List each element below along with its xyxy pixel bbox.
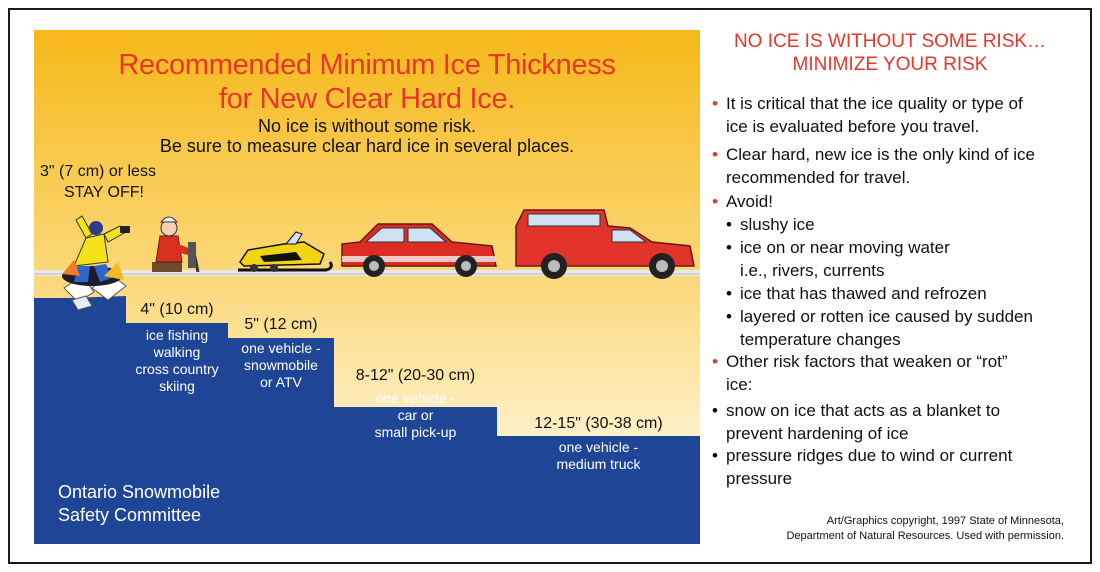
step-2-use: or ATV	[260, 374, 302, 390]
organization-line2: Safety Committee	[58, 505, 202, 525]
subtitle-line1: No ice is without some risk.	[257, 116, 477, 136]
step-1-thickness: 4" (10 cm)	[140, 301, 214, 318]
bullet-dot-icon: •	[726, 215, 732, 234]
step-3-use: one vehicle -	[375, 390, 456, 406]
risk-item	[740, 213, 815, 236]
step-2-use: one vehicle -	[241, 340, 321, 356]
step-0-thickness-line1: 3" (7 cm) or less	[40, 163, 156, 180]
sidebar-heading-line2: MINIMIZE YOUR RISK	[792, 54, 988, 75]
bullet-dot-icon: •	[712, 192, 718, 211]
risk-item-line: It is critical that the ice quality or type of	[726, 94, 1023, 113]
risk-item	[726, 350, 1008, 396]
step-4-uses	[497, 439, 700, 473]
step-1-use: ice fishing	[145, 327, 209, 343]
risk-item-line: pressure ridges due to wind or current	[726, 446, 1013, 465]
bullet-dot-icon: •	[712, 352, 718, 371]
step-2-use: snowmobile	[244, 357, 318, 373]
chart-title-line1: Recommended Minimum Ice Thickness	[118, 49, 616, 81]
step-2-thickness: 5" (12 cm)	[244, 316, 318, 333]
risk-item-line: slushy ice	[740, 215, 815, 234]
risk-item-line: ice is evaluated before you travel.	[726, 117, 980, 136]
bullet-dot-icon: •	[712, 446, 718, 465]
risk-item	[726, 190, 773, 213]
step-1-use: walking	[153, 344, 201, 360]
credit-line2: Department of Natural Resources. Used with permission.	[786, 530, 1064, 542]
bullet-dot-icon: •	[726, 307, 732, 326]
risk-item-line: i.e., rivers, currents	[740, 261, 885, 280]
chart-title-line2: for New Clear Hard Ice.	[218, 83, 516, 115]
risk-item-line: Clear hard, new ice is the only kind of ice	[726, 145, 1035, 164]
risk-item-line: snow on ice that acts as a blanket to	[726, 401, 1001, 420]
risk-item-line: recommended for travel.	[726, 168, 911, 187]
step-3-thickness: 8-12" (20-30 cm)	[355, 367, 476, 384]
step-3-use: small pick-up	[374, 424, 457, 440]
step-4-use: medium truck	[556, 456, 641, 472]
sidebar-heading-line1: NO ICE IS WITHOUT SOME RISK…	[733, 31, 1047, 52]
step-1-use: skiing	[159, 378, 195, 394]
credit-line1: Art/Graphics copyright, 1997 State of Minnesota,	[826, 515, 1064, 527]
step-3-uses	[334, 390, 497, 441]
risk-item-line: temperature changes	[740, 330, 901, 349]
risk-item-line: Avoid!	[726, 192, 773, 211]
step-0-warning: STAY OFF!	[63, 184, 144, 201]
organization-line1: Ontario Snowmobile	[58, 482, 221, 502]
risk-item-line: layered or rotten ice caused by sudden	[740, 307, 1033, 326]
subtitle-line2: Be sure to measure clear hard ice in several places.	[159, 136, 575, 156]
step-3-use: car or	[397, 407, 434, 423]
ice-thickness-panel	[34, 30, 700, 544]
risk-sidebar	[712, 30, 1084, 542]
risk-item-line: ice:	[726, 375, 753, 394]
step-4-thickness: 12-15" (30-38 cm)	[534, 415, 663, 432]
risk-item	[740, 305, 1033, 351]
risk-item-line: ice that has thawed and refrozen	[740, 284, 987, 303]
risk-item	[740, 282, 987, 305]
risk-item	[726, 399, 1000, 445]
bullet-dot-icon: •	[726, 238, 732, 257]
risk-item-line: Other risk factors that weaken or “rot”	[726, 352, 1008, 371]
risk-item	[740, 236, 950, 282]
risk-item-line: pressure	[726, 469, 793, 488]
risk-item	[726, 143, 1035, 189]
bullet-dot-icon: •	[726, 284, 732, 303]
bullet-dot-icon: •	[712, 145, 718, 164]
risk-item	[726, 444, 1012, 490]
bullet-dot-icon: •	[712, 94, 718, 113]
step-2-uses	[228, 340, 334, 391]
risk-item-line: ice on or near moving water	[740, 238, 950, 257]
risk-item	[726, 92, 1023, 138]
step-1-use: cross country	[135, 361, 219, 377]
bullet-dot-icon: •	[712, 401, 718, 420]
risk-item-line: prevent hardening of ice	[726, 424, 909, 443]
step-1-uses	[126, 327, 228, 395]
step-4-use: one vehicle -	[558, 439, 639, 455]
